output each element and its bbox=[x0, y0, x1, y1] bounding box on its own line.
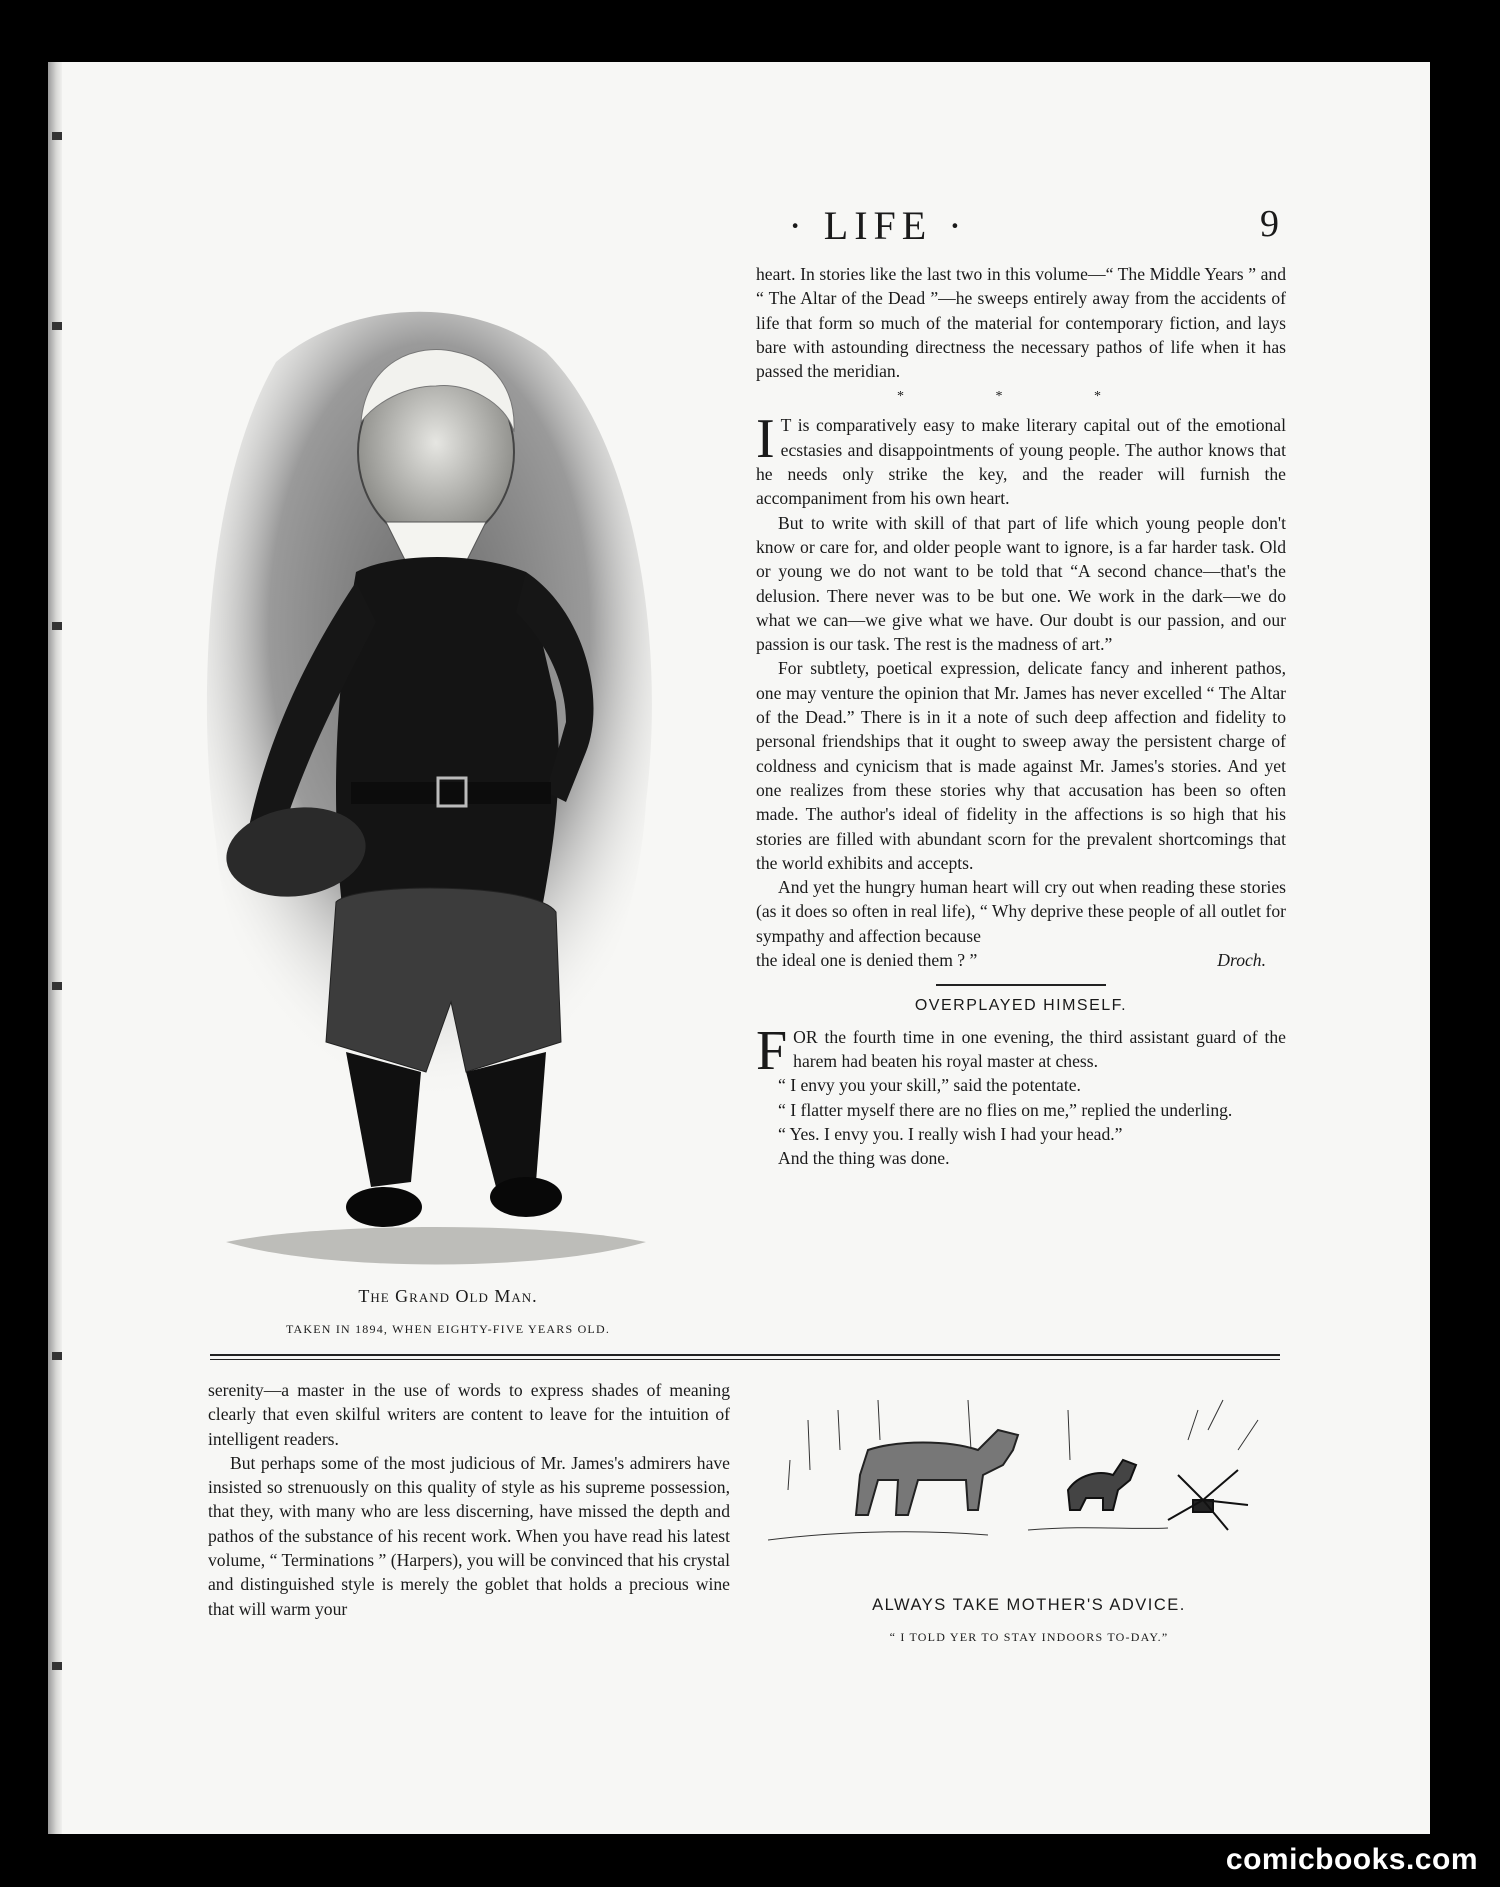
article-paragraph: For subtlety, poetical expression, delicate fancy and inherent pathos, one may venture the opinion that Mr. James has never excelled “ The Altar of the Dead.” There is in it a note of such deep affection and fidelity to personal friendships that it ought to sweep away the persistent charge of coldness and cynicism that is made against Mr. James's stories. And yet one realizes from these stories why that accusation has been so often made. The author's ideal of fidelity in the affections is so high that his stories are filled with abundant scorn for the prevalent shortcomings that the world exhibits and accepts. bbox=[756, 658, 1286, 873]
story-paragraph: “ Yes. I envy you. I really wish I had your head.” bbox=[778, 1123, 1123, 1144]
left-shoe bbox=[346, 1187, 422, 1227]
story-paragraph: And the thing was done. bbox=[778, 1148, 950, 1169]
portrait-caption-subtitle: TAKEN IN 1894, WHEN EIGHTY-FIVE YEARS OLD. bbox=[285, 1322, 611, 1336]
paragraph-text: OR the fourth time in one evening, the third assistant guard of the harem had beaten his royal master at chess. bbox=[793, 1026, 1286, 1071]
drop-cap: F bbox=[756, 1019, 788, 1082]
divider-rule bbox=[936, 984, 1106, 986]
binding-stitch bbox=[52, 982, 62, 990]
signature-line bbox=[756, 948, 1286, 972]
horizontal-rule bbox=[210, 1359, 1280, 1360]
story-paragraph: “ I envy you your skill,” said the potentate. bbox=[778, 1075, 1081, 1096]
story-headline: OVERPLAYED HIMSELF. bbox=[914, 997, 1128, 1015]
cartoon-illustration bbox=[768, 1380, 1288, 1580]
article-bottom-column bbox=[208, 1378, 730, 1621]
article-paragraph: heart. In stories like the last two in this volume—“ The Middle Years ” and “ The Altar of the Dead ”—he sweeps entirely away from the accidents of life that form so much of the material for contemporary fiction, and lays bare with astounding directness the necessary pathos of life when it has passed the meridian. bbox=[756, 264, 1286, 382]
article-right-column bbox=[756, 262, 1286, 1170]
right-shoe bbox=[490, 1177, 562, 1217]
article-paragraph: But perhaps some of the most judicious of Mr. James's admirers have insisted so strenuously on this quality of style as his supreme possession, that they, with many who are less discerning, have missed the depth and pathos of the substance of his recent work. When you have read his latest volume, “ Terminations ” (Harpers), you will be convinced that his crystal and distinguished style is merely the goblet that holds a precious wine that will warm your bbox=[208, 1452, 730, 1619]
paragraph-text: T is comparatively easy to make literary capital out of the emotional ecstasies and disappointments of young people. The author knows that he needs only strike the key, and the reader will furnish the accompaniment from his own heart. bbox=[756, 415, 1286, 509]
article-paragraph: But to write with skill of that part of life which young people don't know or care for, and older people want to ignore, is a far harder task. Old or young we do not want to be told that “A second chance—that's the delusion. There never was to be but one. We work in the dark—we do what we can—we give what we have. Our doubt is our passion, and our passion is our task. The rest is the madness of art.” bbox=[756, 512, 1286, 655]
left-leg bbox=[346, 1052, 421, 1187]
drop-cap: I bbox=[756, 408, 775, 471]
article-paragraph: serenity—a master in the use of words to express shades of meaning clearly that even skilful writers are content to leave for the intuition of intelligent readers. bbox=[208, 1380, 730, 1449]
binding-stitch bbox=[52, 322, 62, 330]
article-paragraph: And yet the hungry human heart will cry out when reading these stories (as it does so often in real life), “ Why deprive these people of all outlet for sympathy and affection because bbox=[756, 877, 1286, 946]
article-paragraph bbox=[756, 408, 1286, 510]
belt bbox=[351, 782, 551, 804]
cartoon-title: ALWAYS TAKE MOTHER'S ADVICE. bbox=[872, 1596, 1186, 1614]
cartoon-caption: “ I TOLD YER TO STAY INDOORS TO-DAY.” bbox=[889, 1630, 1169, 1644]
small-dog bbox=[1068, 1460, 1136, 1510]
portrait-caption-title: The Grand Old Man. bbox=[358, 1286, 538, 1306]
story-paragraph bbox=[756, 1019, 1286, 1082]
section-divider-stars: * * * bbox=[897, 389, 1145, 405]
magazine-page bbox=[48, 62, 1430, 1834]
large-dog bbox=[856, 1430, 1018, 1515]
author-signature: Droch. bbox=[1217, 950, 1266, 971]
horizontal-rule bbox=[210, 1354, 1280, 1356]
page-number: 9 bbox=[1260, 203, 1279, 245]
binding-stitch bbox=[52, 622, 62, 630]
site-watermark: comicbooks.com bbox=[1225, 1843, 1478, 1876]
right-leg bbox=[466, 1052, 546, 1187]
story-paragraph: “ I flatter myself there are no flies on me,” replied the underling. bbox=[778, 1099, 1233, 1120]
ground-shadow bbox=[226, 1227, 646, 1265]
portrait-illustration bbox=[166, 282, 706, 1312]
firecracker bbox=[1168, 1470, 1248, 1530]
binding-stitch bbox=[52, 132, 62, 140]
binding-stitch bbox=[52, 1352, 62, 1360]
binding-stitch bbox=[52, 1662, 62, 1670]
paragraph-last-line: the ideal one is denied them ? ” bbox=[756, 950, 978, 971]
masthead-title: · LIFE · bbox=[788, 203, 968, 248]
page-binding bbox=[48, 62, 62, 1834]
